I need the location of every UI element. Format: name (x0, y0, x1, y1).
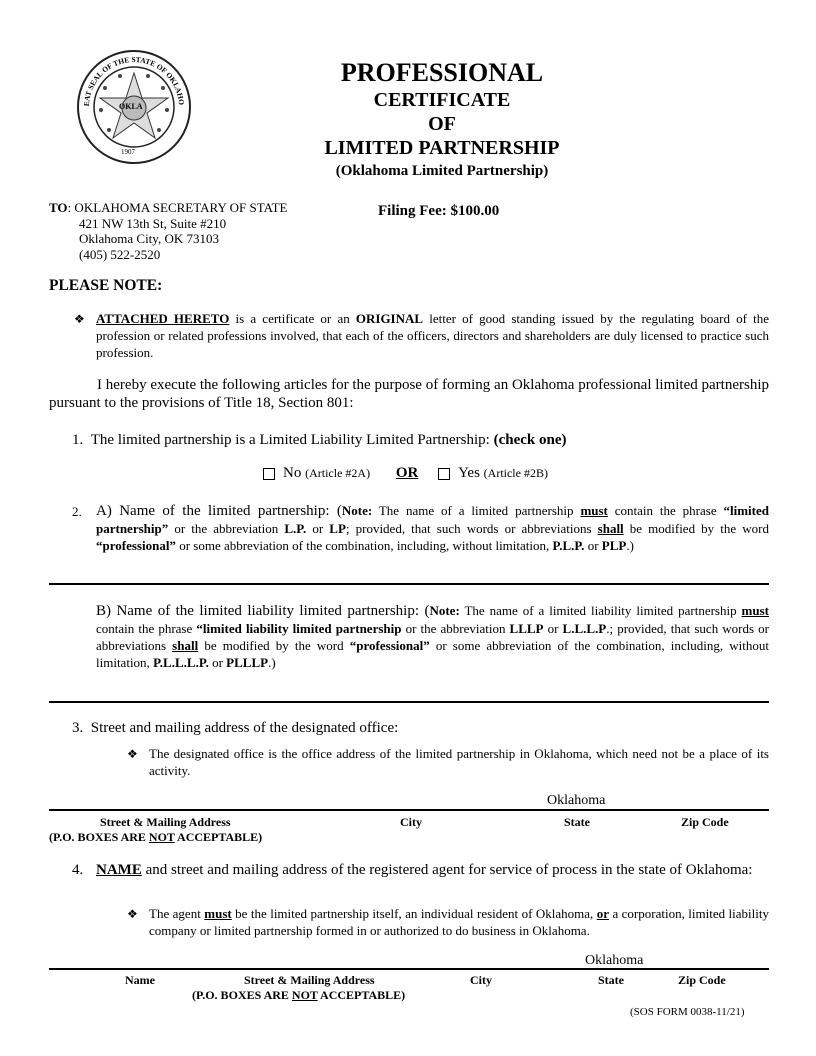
item-2a-text: A) Name of the limited partnership: (Note: The name of a limited partnership must contain the phrase “limited partnership” or the abbreviation L.P. or LP; provided, that such words or abbreviations shall be modified by the word “professional” or some abbreviation of the combination, including, without limitation, P.L.P. or PLP.) (96, 503, 769, 553)
office-col-zip: Zip Code (681, 815, 729, 829)
title-subtitle: (Oklahoma Limited Partnership) (335, 163, 549, 179)
item-1: 1. The limited partnership is a Limited Liability Limited Partnership: (check one) (72, 432, 567, 448)
item-1-number: 1. (72, 432, 84, 448)
office-col-state: State (564, 815, 590, 829)
office-po-note: (P.O. BOXES ARE NOT ACCEPTABLE) (49, 830, 263, 844)
seal-center: OKLA (119, 102, 143, 111)
office-address-field[interactable] (49, 809, 769, 811)
title-certificate: CERTIFICATE (373, 89, 511, 111)
lllp-name-field[interactable] (49, 701, 769, 703)
item-2b-text: B) Name of the limited liability limited partnership: (Note: The name of a limited liability limited partnership must contain the phrase “limited liability limited partnership or the abbreviation LLLP or L.L.L.P.; provided, that such words or abbreviations shall be modified by the word “professional” or some abbreviation of the combination, including, without limitation, P.L.L.L.P. or PLLLP.) (96, 603, 769, 670)
agent-col-state: State (598, 973, 624, 987)
check-options (263, 465, 548, 482)
yes-label: Yes (458, 465, 480, 481)
no-checkbox[interactable] (263, 468, 275, 480)
office-col-address: Street & Mailing Address (100, 815, 231, 829)
no-article: (Article #2A) (305, 466, 371, 480)
to-street: 421 NW 13th St, Suite #210 (79, 215, 227, 231)
item-2-number: 2. (72, 504, 82, 519)
seal-year: 1907 (121, 148, 135, 156)
note-bullet-icon: ❖ (74, 312, 85, 326)
to-office: : OKLAHOMA SECRETARY OF STATE (67, 200, 288, 215)
yes-article: (Article #2B) (483, 466, 548, 480)
filing-fee: Filing Fee: $100.00 (378, 203, 500, 219)
agent-bullet-icon: ❖ (127, 907, 138, 921)
seal-ring-text: EAT SEAL OF THE STATE OF OKLAHO (81, 54, 187, 107)
agent-col-address: Street & Mailing Address (244, 973, 375, 987)
yes-checkbox[interactable] (438, 468, 450, 480)
intro-paragraph: I hereby execute the following articles for the purpose of forming an Oklahoma professional limited partnership pursuant to the provisions of Title 18, Section 801: (49, 377, 769, 411)
agent-po-note: (P.O. BOXES ARE NOT ACCEPTABLE) (192, 988, 406, 1002)
agent-col-city: City (470, 973, 492, 987)
form-id: (SOS FORM 0038-11/21) (630, 1006, 745, 1018)
please-note-heading: PLEASE NOTE: (49, 277, 163, 294)
designated-office-bullet-icon: ❖ (127, 747, 138, 761)
no-label: No (283, 465, 302, 481)
state-seal (75, 48, 193, 166)
agent-state-value: Oklahoma (585, 953, 644, 968)
designated-office-note: The designated office is the office address of the limited partnership in Oklahoma, which need not be a place of its activity. (149, 746, 769, 778)
office-col-city: City (400, 815, 422, 829)
title-limited-partnership: LIMITED PARTNERSHIP (324, 137, 560, 159)
title-professional: PROFESSIONAL (340, 58, 544, 87)
agent-address-field[interactable] (49, 968, 769, 970)
lp-name-field[interactable] (49, 583, 769, 585)
to-city: Oklahoma City, OK 73103 (79, 231, 219, 246)
office-state-value: Oklahoma (547, 793, 606, 808)
item-4-number: 4. (72, 862, 84, 878)
recipient-address (49, 200, 287, 262)
or-label: OR (395, 465, 419, 481)
title-of: OF (428, 113, 456, 135)
agent-col-name: Name (125, 973, 155, 987)
item-4: 4. NAME and street and mailing address of the registered agent for service of process in the state of Oklahoma: (72, 862, 753, 878)
item-3-number: 3. (72, 720, 84, 736)
agent-col-zip: Zip Code (678, 973, 726, 987)
agent-note: The agent must be the limited partnership itself, an individual resident of Oklahoma, or a corporation, limited liability company or limited partnership formed in or authorized to do business in Oklahoma. (149, 906, 769, 938)
to-label: TO (49, 200, 68, 215)
item-3: 3. Street and mailing address of the designated office: (72, 720, 399, 736)
note-attached-hereto: ATTACHED HERETO is a certificate or an ORIGINAL letter of good standing issued by the regulating board of the profession or related professions involved, that each of the officers, directors and shareholders are duly licensed to practice such profession. (96, 311, 770, 360)
to-phone: (405) 522-2520 (79, 246, 161, 262)
